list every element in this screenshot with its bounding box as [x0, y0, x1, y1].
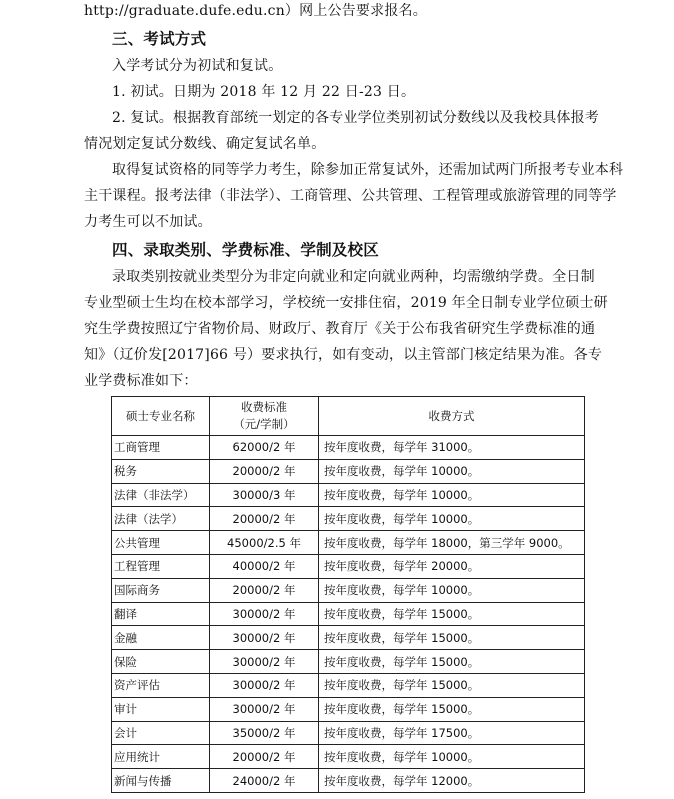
table-row: [112, 531, 585, 555]
cell-fee: 30000/3 年: [210, 483, 319, 507]
cell-fee: 30000/2 年: [210, 626, 319, 650]
cell-method: 按年度收费，每学年 15000。: [319, 673, 585, 697]
paragraph-line: 录取类别按就业类型分为非定向就业和定向就业两种，均需缴纳学费。全日制: [112, 269, 595, 285]
paragraph-line: 取得复试资格的同等学力考生，除参加正常复试外，还需加试两门所报考专业本科: [112, 162, 624, 178]
cell-fee: 45000/2.5 年: [210, 531, 319, 555]
section-heading-exam-method: 三、考试方式: [112, 30, 207, 48]
cell-fee: 40000/2 年: [210, 554, 319, 578]
cell-major: 金融: [112, 626, 210, 650]
cell-method: 按年度收费，每学年 15000。: [319, 602, 585, 626]
paragraph-line: 业学费标准如下：: [84, 373, 198, 389]
cell-major: 会计: [112, 721, 210, 745]
cell-fee: 20000/2 年: [210, 459, 319, 483]
cell-method: 按年度收费，每学年 20000。: [319, 554, 585, 578]
cell-major: 工商管理: [112, 436, 210, 460]
paragraph-line: 力考生可以不加试。: [84, 214, 212, 230]
paragraph-line: 入学考试分为初试和复试。: [112, 58, 283, 74]
header-fee-line2: （元/学制）: [233, 417, 295, 431]
cell-major: 审计: [112, 697, 210, 721]
table-row: [112, 578, 585, 602]
cell-major: 公共管理: [112, 531, 210, 555]
table-row: [112, 626, 585, 650]
table-row: [112, 745, 585, 769]
paragraph-line: 情况划定复试分数线、确定复试名单。: [84, 136, 326, 152]
table-row: [112, 554, 585, 578]
cell-method: 按年度收费，每学年 10000。: [319, 745, 585, 769]
table-row: [112, 650, 585, 674]
cell-method: 按年度收费，每学年 31000。: [319, 436, 585, 460]
paragraph-line: 究生学费按照辽宁省物价局、财政厅、教育厅《关于公布我省研究生学费标准的通: [84, 321, 596, 337]
table-row: [112, 436, 585, 460]
header-fee: [210, 397, 319, 436]
cell-method: 按年度收费，每学年 12000。: [319, 769, 585, 793]
header-major: 硕士专业名称: [112, 397, 210, 436]
table-row: [112, 721, 585, 745]
cell-method: 按年度收费，每学年 10000。: [319, 507, 585, 531]
cell-method: 按年度收费，每学年 17500。: [319, 721, 585, 745]
cell-method: 按年度收费，每学年 10000。: [319, 578, 585, 602]
cell-major: 资产评估: [112, 673, 210, 697]
cell-fee: 30000/2 年: [210, 673, 319, 697]
cell-fee: 30000/2 年: [210, 650, 319, 674]
table-row: [112, 507, 585, 531]
cell-major: 新闻与传播: [112, 769, 210, 793]
cell-fee: 62000/2 年: [210, 436, 319, 460]
cell-fee: 30000/2 年: [210, 697, 319, 721]
paragraph-line: 1. 初试。日期为 2018 年 12 月 22 日-23 日。: [112, 84, 416, 100]
paragraph-line: 知》（辽价发[2017]66 号）要求执行，如有变动，以主管部门核定结果为准。各专: [84, 347, 603, 363]
section-heading-admission: 四、录取类别、学费标准、学制及校区: [112, 241, 379, 259]
table-row: [112, 769, 585, 793]
cell-fee: 20000/2 年: [210, 578, 319, 602]
cell-method: 按年度收费，每学年 10000。: [319, 459, 585, 483]
table-row: [112, 697, 585, 721]
cell-fee: 30000/2 年: [210, 602, 319, 626]
cell-major: 应用统计: [112, 745, 210, 769]
table-row: [112, 602, 585, 626]
fee-table: [111, 396, 585, 793]
header-fee-line1: 收费标准: [241, 400, 287, 414]
fee-table-body: [112, 436, 585, 793]
cell-major: 国际商务: [112, 578, 210, 602]
cell-method: 按年度收费，每学年 10000。: [319, 483, 585, 507]
cell-method: 按年度收费，每学年 15000。: [319, 697, 585, 721]
cell-method: 按年度收费，每学年 18000，第三学年 9000。: [319, 531, 585, 555]
cell-major: 翻译: [112, 602, 210, 626]
cell-fee: 35000/2 年: [210, 721, 319, 745]
paragraph-line: http://graduate.dufe.edu.cn）网上公告要求报名。: [84, 3, 427, 19]
paragraph-line: 2. 复试。根据教育部统一划定的各专业学位类别初试分数线以及我校具体报考: [112, 110, 600, 126]
cell-major: 工程管理: [112, 554, 210, 578]
cell-major: 法律（法学）: [112, 507, 210, 531]
paragraph-line: 专业型硕士生均在校本部学习，学校统一安排住宿，2019 年全日制专业学位硕士研: [84, 295, 608, 311]
table-row: [112, 673, 585, 697]
table-row: [112, 459, 585, 483]
paragraph-line: 主干课程。报考法律（非法学）、工商管理、公共管理、工程管理或旅游管理的同等学: [84, 188, 617, 204]
cell-major: 税务: [112, 459, 210, 483]
header-method: 收费方式: [319, 397, 585, 436]
fee-table-header-row: [112, 397, 585, 436]
cell-major: 保险: [112, 650, 210, 674]
cell-fee: 24000/2 年: [210, 769, 319, 793]
cell-method: 按年度收费，每学年 15000。: [319, 650, 585, 674]
cell-method: 按年度收费，每学年 15000。: [319, 626, 585, 650]
table-row: [112, 483, 585, 507]
cell-fee: 20000/2 年: [210, 745, 319, 769]
cell-fee: 20000/2 年: [210, 507, 319, 531]
cell-major: 法律（非法学）: [112, 483, 210, 507]
